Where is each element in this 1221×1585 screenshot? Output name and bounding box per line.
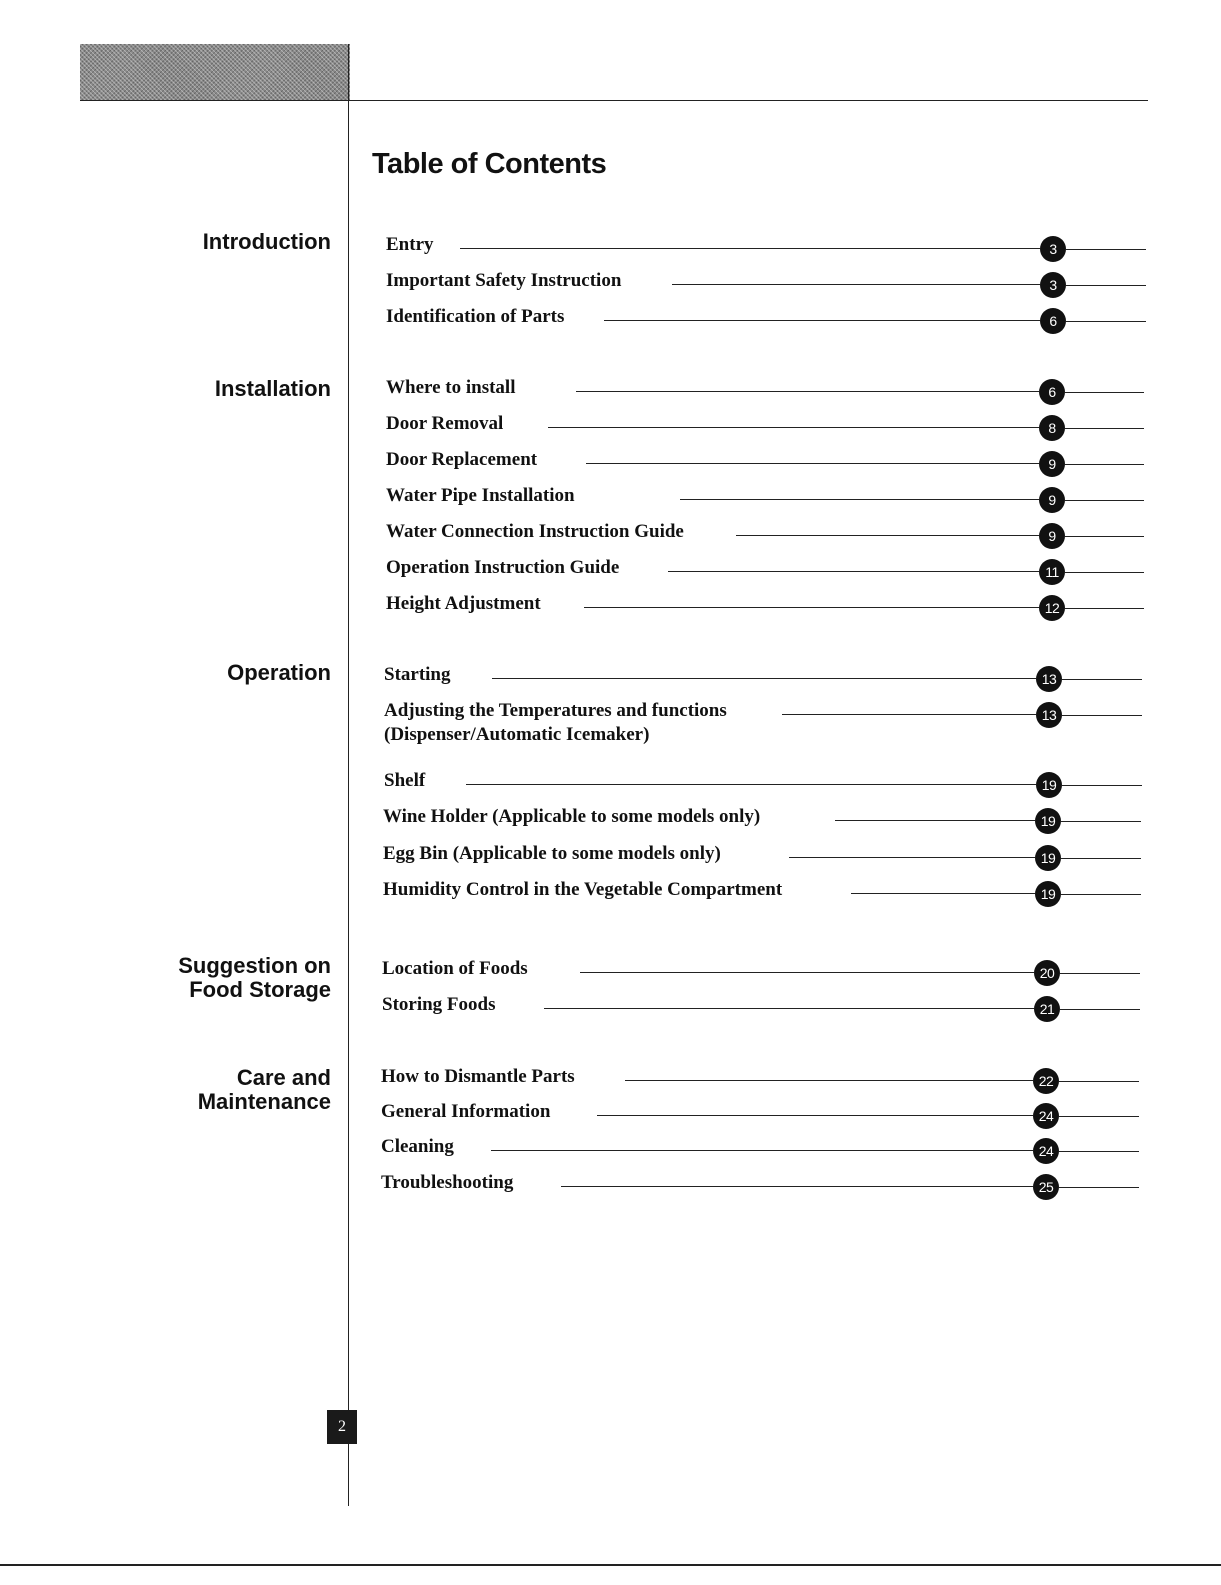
leader-tail <box>1065 608 1144 609</box>
page-number-badge: 6 <box>1039 379 1065 405</box>
leader-line <box>561 1186 1033 1187</box>
toc-entry-label: Where to install <box>386 377 519 399</box>
section-heading-line: Care and <box>236 1065 331 1090</box>
leader-tail <box>1060 973 1140 974</box>
leader-tail <box>1062 679 1142 680</box>
toc-entry[interactable] <box>386 270 1146 296</box>
toc-entry-label: Water Pipe Installation <box>386 485 579 507</box>
leader-line <box>584 607 1039 608</box>
leader-line <box>597 1115 1033 1116</box>
section-heading-line: Maintenance <box>197 1089 331 1114</box>
leader-line <box>789 857 1035 858</box>
toc-entry-label: Humidity Control in the Vegetable Compartment <box>383 879 786 901</box>
page-number-badge: 24 <box>1033 1138 1059 1164</box>
leader-line <box>680 499 1039 500</box>
toc-entry-label: Height Adjustment <box>386 593 545 615</box>
leader-line <box>851 893 1035 894</box>
page-number-badge: 3 <box>1040 236 1066 262</box>
toc-entry-label: Location of Foods <box>382 958 532 980</box>
leader-line <box>492 678 1036 679</box>
leader-line <box>491 1150 1033 1151</box>
toc-entry-label: Starting <box>384 664 455 686</box>
toc-entry[interactable] <box>383 806 1141 832</box>
leader-tail <box>1059 1081 1139 1082</box>
toc-entry-label: Identification of Parts <box>386 306 568 328</box>
page-number-badge: 13 <box>1036 666 1062 692</box>
toc-entry-label: Door Removal <box>386 413 507 435</box>
page-number-badge: 8 <box>1039 415 1065 441</box>
toc-entry-label: Shelf <box>384 770 429 792</box>
section-heading-food-storage <box>111 954 331 1002</box>
leader-tail <box>1059 1116 1139 1117</box>
toc-entry[interactable] <box>384 664 1142 690</box>
page-number-badge: 9 <box>1039 487 1065 513</box>
leader-line <box>736 535 1039 536</box>
toc-entry[interactable] <box>383 843 1141 869</box>
leader-line <box>672 284 1040 285</box>
toc-entry-label: Egg Bin (Applicable to some models only) <box>383 843 725 865</box>
leader-line <box>835 820 1035 821</box>
page-number-badge: 12 <box>1039 595 1065 621</box>
toc-entry-label: Important Safety Instruction <box>386 270 625 292</box>
leader-tail <box>1066 285 1146 286</box>
bottom-rule <box>0 1564 1221 1566</box>
section-heading-installation: Installation <box>214 376 331 401</box>
page-number-badge: 22 <box>1033 1068 1059 1094</box>
toc-entry-label: Wine Holder (Applicable to some models only) <box>383 806 764 828</box>
page-number-badge: 25 <box>1033 1174 1059 1200</box>
leader-tail <box>1066 249 1146 250</box>
page-number-badge: 19 <box>1035 845 1061 871</box>
page-number-badge: 20 <box>1034 960 1060 986</box>
leader-line <box>604 320 1040 321</box>
toc-entry-label: Water Connection Instruction Guide <box>386 521 688 543</box>
header-pattern-block <box>80 44 350 100</box>
toc-entry-label: Entry <box>386 234 438 256</box>
leader-line <box>544 1008 1034 1009</box>
leader-line <box>466 784 1036 785</box>
toc-entry[interactable] <box>381 1172 1139 1198</box>
toc-entry[interactable] <box>382 958 1140 984</box>
page-title: Table of Contents <box>372 148 607 180</box>
leader-line <box>668 571 1039 572</box>
toc-entry[interactable] <box>381 1136 1139 1162</box>
leader-tail <box>1062 785 1142 786</box>
toc-entry-label: Adjusting the Temperatures and functions <box>384 700 731 722</box>
page-number: 2 <box>327 1410 357 1444</box>
leader-tail <box>1062 715 1142 716</box>
leader-line <box>586 463 1039 464</box>
toc-entry-label: General Information <box>381 1101 554 1123</box>
toc-entry[interactable] <box>383 879 1141 905</box>
toc-entry[interactable] <box>386 234 1146 260</box>
leader-tail <box>1061 894 1141 895</box>
leader-line <box>460 248 1040 249</box>
toc-entry-label: Operation Instruction Guide <box>386 557 623 579</box>
toc-entry-label: Door Replacement <box>386 449 541 471</box>
toc-entry[interactable] <box>386 449 1144 475</box>
page-number-badge: 24 <box>1033 1103 1059 1129</box>
toc-entry[interactable] <box>386 557 1144 583</box>
leader-tail <box>1065 464 1144 465</box>
leader-tail <box>1061 858 1141 859</box>
page-number-badge: 3 <box>1040 272 1066 298</box>
page-number-badge: 19 <box>1035 881 1061 907</box>
toc-entry-label-continuation: (Dispenser/Automatic Icemaker) <box>384 724 650 745</box>
leader-tail <box>1065 392 1144 393</box>
leader-tail <box>1065 428 1144 429</box>
page-number-badge: 9 <box>1039 451 1065 477</box>
section-heading-introduction: Introduction <box>202 229 331 254</box>
leader-tail <box>1060 1009 1140 1010</box>
toc-entry-label: Cleaning <box>381 1136 458 1158</box>
page-number-badge: 9 <box>1039 523 1065 549</box>
section-heading-care <box>111 1066 331 1114</box>
toc-entry[interactable] <box>381 1101 1139 1127</box>
leader-line <box>576 391 1039 392</box>
toc-entry[interactable] <box>386 485 1144 511</box>
page-number-badge: 19 <box>1035 808 1061 834</box>
toc-entry[interactable] <box>384 770 1142 796</box>
toc-entry-label: Troubleshooting <box>381 1172 517 1194</box>
leader-tail <box>1065 536 1144 537</box>
leader-tail <box>1059 1187 1139 1188</box>
leader-line <box>782 714 1036 715</box>
toc-entry[interactable] <box>386 306 1146 332</box>
toc-entry[interactable] <box>386 593 1144 619</box>
page-number-badge: 19 <box>1036 772 1062 798</box>
page-number-badge: 13 <box>1036 702 1062 728</box>
leader-tail <box>1065 500 1144 501</box>
section-heading-line: Suggestion on <box>178 953 331 978</box>
leader-tail <box>1065 572 1144 573</box>
toc-entry[interactable] <box>381 1066 1139 1092</box>
leader-tail <box>1061 821 1141 822</box>
page-number-badge: 11 <box>1039 559 1065 585</box>
toc-entry-label: How to Dismantle Parts <box>381 1066 579 1088</box>
toc-entry-label: Storing Foods <box>382 994 500 1016</box>
section-heading-line: Food Storage <box>189 977 331 1002</box>
leader-tail <box>1066 321 1146 322</box>
toc-entry[interactable] <box>386 377 1144 403</box>
vertical-rule <box>348 44 349 1506</box>
toc-entry[interactable] <box>382 994 1140 1020</box>
leader-tail <box>1059 1151 1139 1152</box>
page-number-badge: 21 <box>1034 996 1060 1022</box>
section-heading-operation: Operation <box>227 660 331 685</box>
toc-entry[interactable] <box>386 413 1144 439</box>
header-rule <box>80 100 1148 101</box>
toc-entry[interactable] <box>384 700 1142 752</box>
leader-line <box>625 1080 1033 1081</box>
toc-entry[interactable] <box>386 521 1144 547</box>
leader-line <box>580 972 1034 973</box>
leader-line <box>548 427 1039 428</box>
page-number-badge: 6 <box>1040 308 1066 334</box>
